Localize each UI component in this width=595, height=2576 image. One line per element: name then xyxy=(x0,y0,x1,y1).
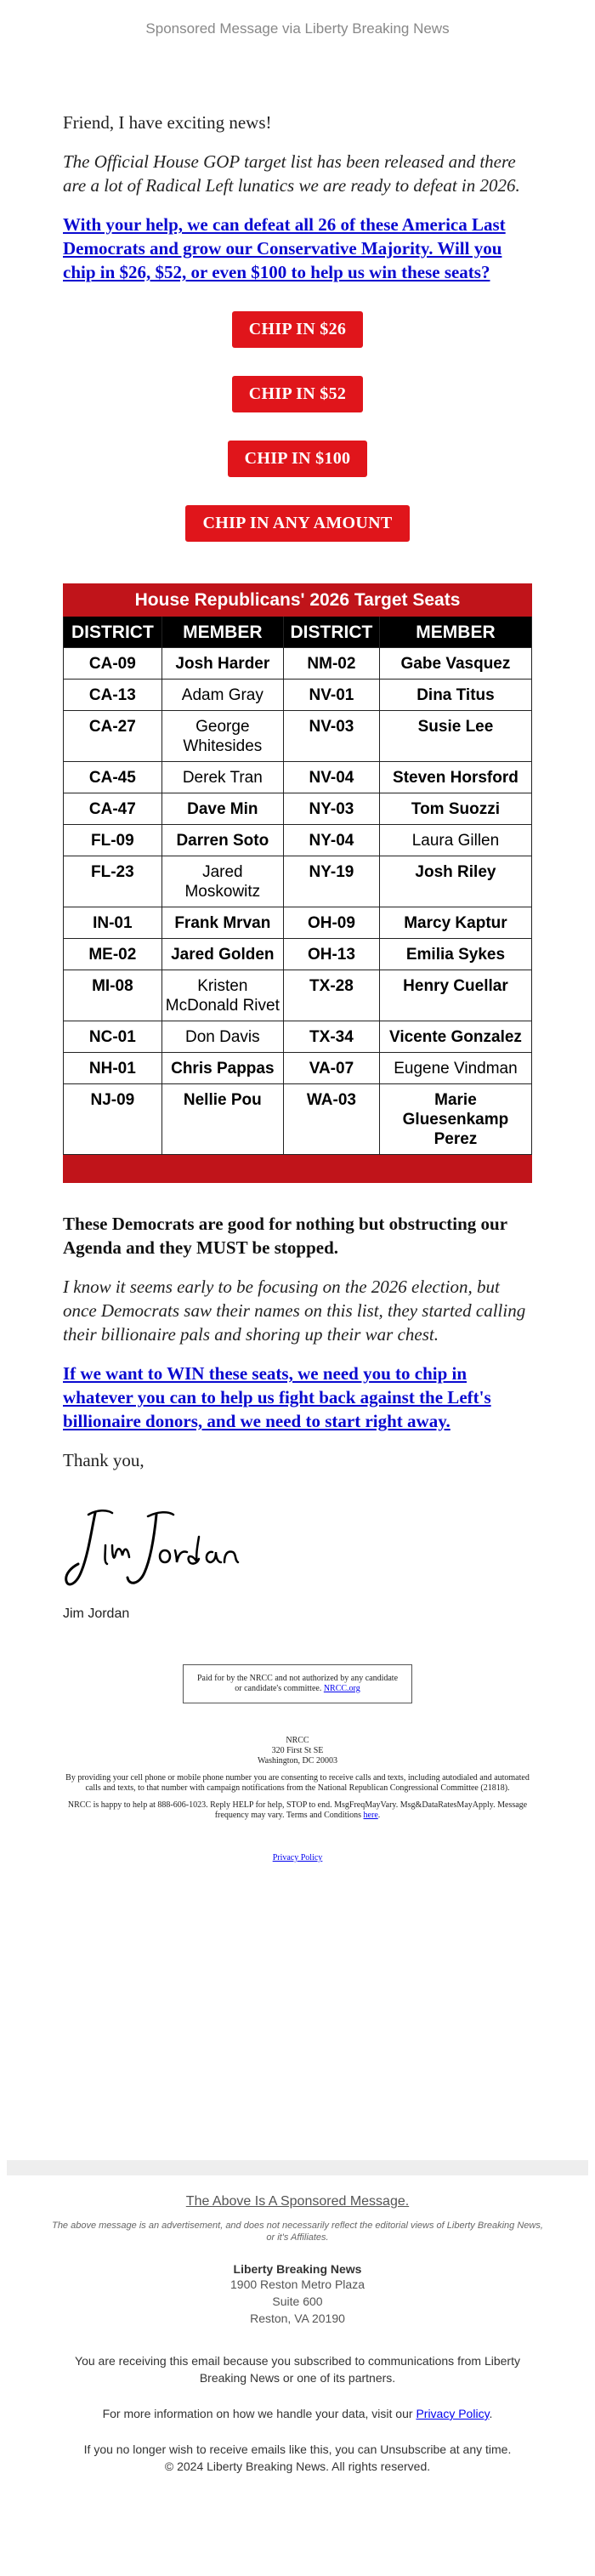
privacy-policy-link-small[interactable]: Privacy Policy xyxy=(272,1853,323,1862)
signer-name: Jim Jordan xyxy=(63,1606,130,1621)
member-cell: George Whitesides xyxy=(162,711,283,762)
italic-paragraph: I know it seems early to be focusing on the 2026 election, but once Democrats saw their names on this list, they started calling their billionaire pals and shoring up their war chest. xyxy=(63,1277,526,1345)
closing: Thank you, xyxy=(63,1450,144,1470)
signature-svg xyxy=(63,1503,250,1596)
chip-in-any-amount-button[interactable]: CHIP IN ANY AMOUNT xyxy=(185,505,409,542)
table-row xyxy=(64,970,532,1021)
header-district-2: DISTRICT xyxy=(283,617,379,648)
member-cell: Henry Cuellar xyxy=(379,970,531,1021)
bold-paragraph: These Democrats are good for nothing but obstructing our Agenda and they MUST be stopped. xyxy=(63,1214,507,1258)
donation-buttons xyxy=(63,311,532,570)
publisher-address-2: Suite 600 xyxy=(272,2295,323,2308)
district-cell: CA-27 xyxy=(64,711,162,762)
table-row xyxy=(64,856,532,907)
member-cell: Nellie Pou xyxy=(162,1084,283,1155)
org-city: Washington, DC 20003 xyxy=(258,1756,337,1766)
member-cell: Laura Gillen xyxy=(379,825,531,856)
header-member-1: MEMBER xyxy=(162,617,283,648)
chip-in-26-button[interactable]: CHIP IN $26 xyxy=(232,311,363,348)
cta-paragraph-1 xyxy=(63,213,532,284)
unsubscribe-notice[interactable]: If you no longer wish to receive emails like this, you can Unsubscribe at any time. xyxy=(83,2442,512,2456)
intro-paragraph: The Official House GOP target list has been released and there are a lot of Radical Left lunatics we are ready to defeat in 2026. xyxy=(63,151,520,196)
district-cell: NY-03 xyxy=(283,793,379,825)
district-cell: CA-47 xyxy=(64,793,162,825)
district-cell: NV-04 xyxy=(283,762,379,793)
publisher-name: Liberty Breaking News xyxy=(233,2262,362,2276)
member-cell: Darren Soto xyxy=(162,825,283,856)
district-cell: TX-34 xyxy=(283,1021,379,1053)
district-cell: ME-02 xyxy=(64,939,162,970)
sponsored-header xyxy=(0,0,595,60)
district-cell: NY-04 xyxy=(283,825,379,856)
district-cell: NY-19 xyxy=(283,856,379,907)
table-row xyxy=(64,793,532,825)
table-row xyxy=(64,711,532,762)
district-cell: CA-13 xyxy=(64,680,162,711)
member-cell: Tom Suozzi xyxy=(379,793,531,825)
nrcc-address-block: NRCC 320 First St SE Washington, DC 20003 By providing your cell phone or mobile phone number you are consenting to receive calls and texts, including autodialed and automated calls and texts, to that number with campaign notifications from the National Republican Congressional Committee (21818). NRCC is happy to help at 888-606-1023. Reply HELP for help, STOP to end. MsgFreqMayVary. Msg&DataRatesMayApply. Message frequency may vary. Terms and Conditions here. xyxy=(63,1736,532,1821)
member-cell: Jared Golden xyxy=(162,939,283,970)
ad-note: The above message is an advertisement, and does not necessarily reflect the editorial views of Liberty Breaking News, or it's Affiliates. xyxy=(52,2221,543,2243)
district-cell: TX-28 xyxy=(283,970,379,1021)
table-header-row xyxy=(64,617,532,648)
district-cell: NC-01 xyxy=(64,1021,162,1053)
privacy-policy-small xyxy=(63,1853,532,1862)
signature-image xyxy=(63,1503,532,1596)
district-cell: VA-07 xyxy=(283,1053,379,1084)
cta-link-2[interactable]: If we want to WIN these seats, we need you to chip in whatever you can to help us fight back against the Left's billionaire donors, and we need to start right away. xyxy=(63,1363,491,1431)
publisher-address-3: Reston, VA 20190 xyxy=(250,2312,345,2325)
member-cell: Josh Riley xyxy=(379,856,531,907)
member-cell: Emilia Sykes xyxy=(379,939,531,970)
header-member-2: MEMBER xyxy=(379,617,531,648)
district-cell: NV-03 xyxy=(283,711,379,762)
member-cell: Susie Lee xyxy=(379,711,531,762)
member-cell: Jared Moskowitz xyxy=(162,856,283,907)
member-cell: Marcy Kaptur xyxy=(379,907,531,939)
member-cell: Dina Titus xyxy=(379,680,531,711)
table-row xyxy=(64,762,532,793)
terms-link[interactable]: here xyxy=(363,1811,378,1820)
footer-divider xyxy=(7,2160,588,2175)
org-name: NRCC xyxy=(286,1736,309,1745)
member-cell: Adam Gray xyxy=(162,680,283,711)
district-cell: OH-13 xyxy=(283,939,379,970)
org-street: 320 First St SE xyxy=(271,1746,324,1755)
district-cell: NV-01 xyxy=(283,680,379,711)
district-cell: CA-09 xyxy=(64,648,162,680)
cta-paragraph-2 xyxy=(63,1362,532,1433)
district-cell: MI-08 xyxy=(64,970,162,1021)
member-cell: Marie Gluesenkamp Perez xyxy=(379,1084,531,1155)
district-cell: FL-09 xyxy=(64,825,162,856)
table-footer-bar xyxy=(64,1155,532,1183)
table-title: House Republicans' 2026 Target Seats xyxy=(64,584,532,617)
district-cell: CA-45 xyxy=(64,762,162,793)
member-cell: Gabe Vasquez xyxy=(379,648,531,680)
member-cell: Vicente Gonzalez xyxy=(379,1021,531,1053)
publisher-footer xyxy=(0,2186,595,2475)
member-cell: Don Davis xyxy=(162,1021,283,1053)
table-row xyxy=(64,648,532,680)
chip-in-52-button[interactable]: CHIP IN $52 xyxy=(232,376,363,412)
table-row xyxy=(64,939,532,970)
sms-consent: By providing your cell phone or mobile phone number you are consenting to receive calls and texts, including autodialed and automated calls and texts, to that number with campaign notifications from the National Republican Congressional Committee (21818). xyxy=(65,1773,530,1793)
district-cell: FL-23 xyxy=(64,856,162,907)
privacy-policy-link[interactable]: Privacy Policy xyxy=(416,2407,490,2420)
table-row xyxy=(64,825,532,856)
district-cell: NM-02 xyxy=(283,648,379,680)
publisher-address-1: 1900 Reston Metro Plaza xyxy=(230,2277,365,2291)
member-cell: Kristen McDonald Rivet xyxy=(162,970,283,1021)
district-cell: WA-03 xyxy=(283,1084,379,1155)
greeting: Friend, I have exciting news! xyxy=(63,112,272,133)
member-cell: Josh Harder xyxy=(162,648,283,680)
member-cell: Steven Horsford xyxy=(379,762,531,793)
disclaimer-text: Paid for by the NRCC and not authorized by any candidate or candidate's committee. xyxy=(196,1674,399,1693)
sponsored-header-text: Sponsored Message via Liberty Breaking News xyxy=(145,20,450,37)
privacy-notice: For more information on how we handle your data, visit our Privacy Policy. xyxy=(102,2407,493,2420)
copyright: © 2024 Liberty Breaking News. All rights reserved. xyxy=(164,2459,431,2473)
district-cell: IN-01 xyxy=(64,907,162,939)
district-cell: OH-09 xyxy=(283,907,379,939)
member-cell: Dave Min xyxy=(162,793,283,825)
table-row xyxy=(64,907,532,939)
member-cell: Derek Tran xyxy=(162,762,283,793)
table-row xyxy=(64,1084,532,1155)
privacy-prefix: For more information on how we handle your data, visit our xyxy=(102,2407,413,2420)
header-district-1: DISTRICT xyxy=(64,617,162,648)
table-row xyxy=(64,1021,532,1053)
email-body xyxy=(0,111,595,1862)
sponsored-footer-link[interactable]: The Above Is A Sponsored Message. xyxy=(185,2194,410,2209)
member-cell: Chris Pappas xyxy=(162,1053,283,1084)
district-cell: NJ-09 xyxy=(64,1084,162,1155)
receiving-notice: You are receiving this email because you subscribed to communications from Liberty Breaking News or one of its partners. xyxy=(75,2354,520,2385)
member-cell: Frank Mrvan xyxy=(162,907,283,939)
help-text: NRCC is happy to help at 888-606-1023. Reply HELP for help, STOP to end. MsgFreqMayVary. Msg&DataRatesMayApply. Message frequency may vary. Terms and Conditions xyxy=(67,1800,528,1820)
member-cell: Eugene Vindman xyxy=(379,1053,531,1084)
paid-for-disclaimer xyxy=(183,1664,412,1703)
cta-link-1[interactable]: With your help, we can defeat all 26 of these America Last Democrats and grow our Conservative Majority. Will you chip in $26, $52, or even $100 to help us win these seats? xyxy=(63,214,506,282)
chip-in-100-button[interactable]: CHIP IN $100 xyxy=(228,441,368,477)
table-row xyxy=(64,680,532,711)
district-cell: NH-01 xyxy=(64,1053,162,1084)
nrcc-link[interactable]: NRCC.org xyxy=(323,1684,360,1693)
table-row xyxy=(64,1053,532,1084)
target-seats-table xyxy=(63,583,532,1183)
